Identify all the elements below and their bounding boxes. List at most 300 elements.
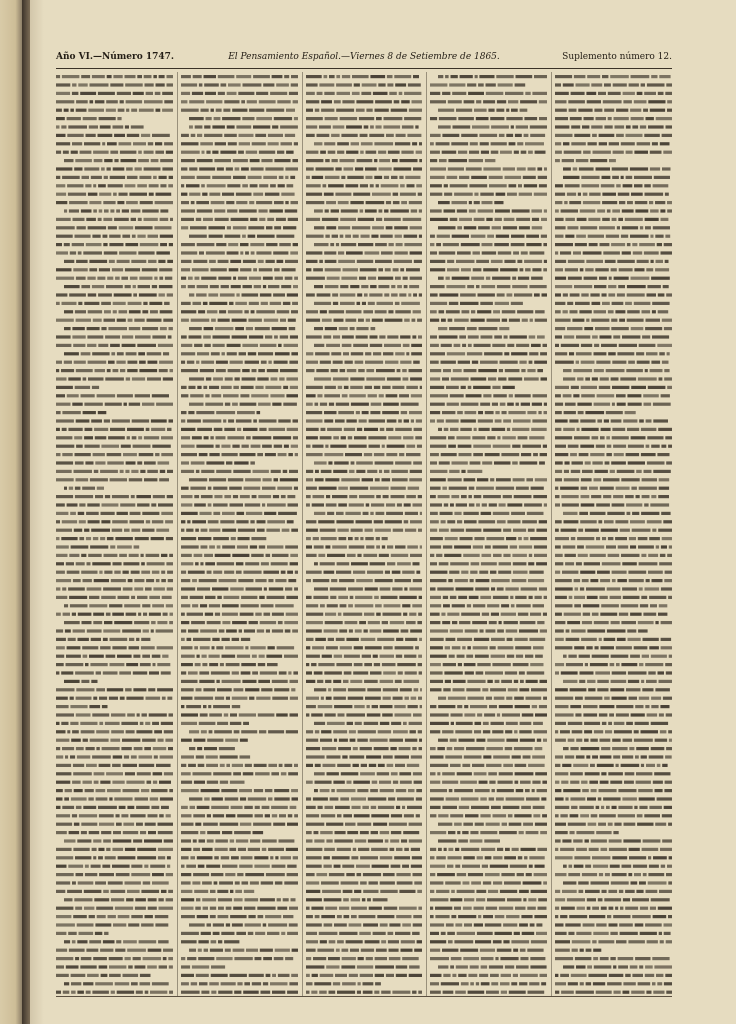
word-mark: [199, 251, 204, 254]
word-mark: [56, 478, 74, 481]
word-mark: [565, 461, 570, 464]
word-mark: [580, 520, 597, 523]
word-mark: [555, 453, 568, 456]
word-mark: [631, 327, 644, 330]
word-mark: [569, 352, 574, 355]
word-mark: [214, 554, 230, 557]
word-mark: [365, 151, 376, 154]
word-mark: [181, 83, 197, 86]
word-mark: [181, 890, 192, 893]
word-mark: [543, 613, 547, 616]
word-mark: [652, 142, 658, 145]
word-mark: [571, 470, 580, 473]
word-mark: [181, 806, 188, 809]
word-mark: [400, 184, 405, 187]
word-mark: [248, 621, 257, 624]
word-mark: [316, 873, 327, 876]
word-mark: [291, 974, 298, 977]
word-mark: [95, 932, 102, 935]
word-mark: [126, 898, 133, 901]
word-mark: [583, 193, 588, 196]
word-mark: [477, 478, 488, 481]
word-mark: [418, 655, 423, 658]
word-mark: [114, 571, 120, 574]
word-mark: [417, 890, 422, 893]
word-mark: [350, 797, 365, 800]
word-mark: [486, 697, 492, 700]
word-mark: [271, 865, 285, 868]
word-mark: [198, 940, 208, 943]
word-mark: [528, 369, 536, 372]
word-mark: [201, 151, 204, 154]
word-mark: [218, 277, 231, 280]
word-mark: [480, 361, 498, 364]
word-mark: [400, 403, 418, 406]
word-mark: [160, 470, 165, 473]
word-mark: [430, 579, 447, 582]
word-mark: [68, 932, 77, 935]
word-mark: [56, 386, 73, 389]
word-mark: [192, 92, 203, 95]
word-mark: [156, 193, 172, 196]
word-mark: [56, 587, 60, 590]
word-mark: [530, 537, 547, 540]
word-mark: [225, 873, 235, 876]
word-mark: [335, 403, 348, 406]
word-mark: [378, 554, 388, 557]
word-mark: [104, 621, 112, 624]
word-mark: [396, 915, 411, 918]
word-mark: [656, 545, 659, 548]
word-mark: [98, 293, 112, 296]
word-mark: [373, 823, 387, 826]
word-mark: [582, 470, 593, 473]
word-mark: [238, 151, 244, 154]
word-mark: [196, 361, 199, 364]
word-mark: [94, 772, 105, 775]
word-mark: [181, 319, 189, 322]
word-mark: [606, 411, 623, 414]
word-mark: [389, 92, 397, 95]
word-mark: [399, 193, 415, 196]
word-mark: [612, 302, 624, 305]
word-mark: [290, 898, 295, 901]
word-mark: [167, 83, 173, 86]
word-mark: [505, 730, 512, 733]
word-mark: [640, 226, 643, 229]
word-mark: [365, 697, 381, 700]
word-mark: [258, 713, 275, 716]
word-mark: [93, 621, 102, 624]
word-mark: [560, 730, 570, 733]
word-mark: [166, 562, 172, 565]
word-mark: [403, 235, 417, 238]
word-mark: [227, 369, 240, 372]
word-mark: [395, 461, 411, 464]
word-mark: [210, 436, 213, 439]
word-mark: [139, 764, 154, 767]
word-mark: [276, 218, 286, 221]
word-mark: [614, 117, 629, 120]
word-mark: [555, 856, 573, 859]
word-mark: [477, 890, 487, 893]
word-mark: [72, 335, 85, 338]
word-mark: [636, 352, 644, 355]
word-mark: [242, 344, 258, 347]
word-mark: [514, 932, 520, 935]
word-mark: [555, 739, 566, 742]
word-mark: [86, 134, 96, 137]
word-mark: [616, 109, 628, 112]
word-mark: [401, 151, 413, 154]
word-mark: [346, 251, 363, 254]
word-mark: [181, 646, 193, 649]
word-mark: [589, 487, 598, 490]
word-mark: [641, 730, 659, 733]
word-mark: [543, 739, 547, 742]
word-mark: [484, 755, 492, 758]
word-mark: [254, 789, 263, 792]
word-mark: [638, 545, 654, 548]
word-mark: [188, 335, 201, 338]
word-mark: [474, 428, 477, 431]
word-mark: [314, 461, 327, 464]
word-mark: [274, 789, 289, 792]
word-mark: [408, 974, 422, 977]
word-mark: [470, 705, 487, 708]
word-mark: [256, 92, 268, 95]
word-mark: [227, 209, 237, 212]
text-lines: [306, 72, 423, 996]
word-mark: [213, 377, 223, 380]
word-mark: [383, 125, 400, 128]
word-mark: [66, 965, 79, 968]
word-mark: [506, 587, 519, 590]
word-mark: [438, 125, 451, 128]
word-mark: [567, 302, 573, 305]
word-mark: [84, 436, 93, 439]
word-mark: [334, 705, 352, 708]
word-mark: [412, 503, 422, 506]
word-mark: [324, 251, 336, 254]
word-mark: [225, 663, 239, 666]
word-mark: [569, 109, 577, 112]
word-mark: [260, 949, 273, 952]
word-mark: [575, 302, 590, 305]
word-mark: [326, 277, 339, 280]
word-mark: [238, 92, 254, 95]
word-mark: [392, 386, 404, 389]
word-mark: [600, 436, 605, 439]
word-mark: [417, 621, 422, 624]
word-mark: [68, 125, 87, 128]
word-mark: [409, 226, 422, 229]
word-mark: [341, 277, 357, 280]
word-mark: [403, 722, 407, 725]
word-mark: [415, 814, 419, 817]
word-mark: [181, 75, 191, 78]
word-mark: [76, 873, 84, 876]
word-mark: [478, 419, 493, 422]
word-mark: [166, 537, 173, 540]
word-mark: [513, 571, 528, 574]
word-mark: [290, 201, 297, 204]
word-mark: [325, 159, 330, 162]
word-mark: [601, 529, 618, 532]
word-mark: [586, 646, 592, 649]
word-mark: [293, 436, 298, 439]
word-mark: [380, 596, 397, 599]
word-mark: [281, 285, 291, 288]
word-mark: [596, 445, 605, 448]
word-mark: [355, 596, 372, 599]
word-mark: [613, 755, 620, 758]
word-mark: [339, 932, 357, 935]
word-mark: [619, 268, 633, 271]
word-mark: [100, 537, 105, 540]
word-mark: [573, 167, 578, 170]
word-mark: [210, 285, 219, 288]
word-mark: [627, 512, 631, 515]
word-mark: [610, 865, 620, 868]
word-mark: [612, 806, 617, 809]
word-mark: [339, 293, 355, 296]
word-mark: [648, 554, 658, 557]
word-mark: [145, 991, 149, 994]
word-mark: [83, 806, 96, 809]
word-mark: [277, 184, 284, 187]
word-mark: [357, 554, 361, 557]
word-mark: [528, 167, 536, 170]
word-mark: [346, 713, 365, 716]
word-mark: [181, 789, 199, 792]
word-mark: [430, 873, 435, 876]
word-mark: [339, 235, 343, 238]
word-mark: [496, 797, 504, 800]
word-mark: [347, 176, 363, 179]
word-mark: [202, 663, 207, 666]
word-mark: [314, 327, 323, 330]
word-mark: [271, 806, 288, 809]
word-mark: [268, 428, 285, 431]
word-mark: [319, 83, 334, 86]
word-mark: [194, 344, 202, 347]
word-mark: [364, 251, 379, 254]
word-mark: [575, 856, 591, 859]
word-mark: [577, 545, 584, 548]
word-mark: [289, 982, 297, 985]
word-mark: [349, 755, 364, 758]
word-mark: [313, 671, 322, 674]
word-mark: [651, 260, 654, 263]
word-mark: [659, 562, 672, 565]
word-mark: [196, 201, 209, 204]
word-mark: [139, 109, 154, 112]
word-mark: [501, 957, 519, 960]
word-mark: [331, 134, 340, 137]
word-mark: [218, 940, 222, 943]
word-mark: [265, 335, 272, 338]
word-mark: [292, 100, 297, 103]
word-mark: [567, 327, 583, 330]
word-mark: [430, 755, 444, 758]
word-mark: [336, 562, 349, 565]
word-mark: [240, 243, 249, 246]
word-mark: [661, 646, 672, 649]
word-mark: [659, 713, 664, 716]
word-mark: [634, 100, 647, 103]
word-mark: [115, 277, 120, 280]
word-mark: [280, 319, 286, 322]
word-mark: [169, 965, 173, 968]
word-mark: [232, 109, 247, 112]
word-mark: [562, 890, 577, 893]
word-mark: [262, 839, 277, 842]
word-mark: [169, 327, 173, 330]
word-mark: [631, 75, 650, 78]
word-mark: [521, 848, 536, 851]
word-mark: [388, 436, 401, 439]
word-mark: [306, 352, 313, 355]
word-mark: [496, 487, 514, 490]
word-mark: [181, 453, 197, 456]
word-mark: [343, 613, 362, 616]
word-mark: [81, 730, 95, 733]
word-mark: [127, 176, 138, 179]
word-mark: [317, 394, 322, 397]
word-mark: [181, 629, 186, 632]
word-mark: [56, 428, 60, 431]
word-mark: [621, 764, 640, 767]
word-mark: [417, 319, 423, 322]
word-mark: [135, 226, 153, 229]
word-mark: [222, 193, 234, 196]
word-mark: [409, 285, 419, 288]
word-mark: [64, 982, 69, 985]
word-mark: [140, 722, 144, 725]
word-mark: [105, 377, 124, 380]
word-mark: [511, 243, 525, 246]
word-mark: [165, 520, 173, 523]
word-mark: [181, 713, 198, 716]
word-mark: [629, 537, 636, 540]
word-mark: [597, 680, 609, 683]
word-mark: [285, 613, 297, 616]
word-mark: [336, 83, 352, 86]
word-mark: [385, 361, 398, 364]
word-mark: [666, 747, 672, 750]
word-mark: [278, 419, 290, 422]
word-mark: [555, 537, 569, 540]
word-mark: [477, 310, 491, 313]
word-mark: [495, 302, 509, 305]
word-mark: [156, 109, 161, 112]
word-mark: [570, 688, 587, 691]
word-mark: [364, 209, 376, 212]
word-mark: [583, 705, 598, 708]
word-mark: [337, 764, 350, 767]
word-mark: [464, 856, 475, 859]
word-mark: [80, 722, 97, 725]
word-mark: [243, 260, 256, 263]
word-mark: [474, 453, 484, 456]
word-mark: [260, 881, 272, 884]
word-mark: [583, 923, 595, 926]
word-mark: [374, 974, 383, 977]
word-mark: [476, 487, 494, 490]
word-mark: [56, 193, 66, 196]
word-mark: [56, 167, 72, 170]
word-mark: [166, 873, 173, 876]
word-mark: [641, 596, 647, 599]
word-mark: [597, 764, 614, 767]
column-3: [302, 72, 423, 996]
word-mark: [390, 814, 401, 817]
word-mark: [379, 705, 392, 708]
word-mark: [485, 671, 503, 674]
word-mark: [642, 310, 651, 313]
word-mark: [82, 487, 95, 490]
word-mark: [126, 167, 133, 170]
word-mark: [412, 310, 420, 313]
word-mark: [584, 277, 598, 280]
word-mark: [306, 655, 320, 658]
word-mark: [56, 453, 61, 456]
word-mark: [555, 571, 560, 574]
word-mark: [478, 83, 484, 86]
word-mark: [563, 142, 569, 145]
word-mark: [260, 293, 272, 296]
word-mark: [620, 377, 636, 380]
word-mark: [375, 125, 381, 128]
word-mark: [496, 411, 500, 414]
word-mark: [211, 394, 221, 397]
word-mark: [631, 386, 646, 389]
word-mark: [555, 226, 566, 229]
word-mark: [152, 571, 160, 574]
word-mark: [570, 117, 582, 120]
word-mark: [379, 789, 393, 792]
word-mark: [464, 663, 476, 666]
word-mark: [209, 982, 219, 985]
word-mark: [106, 285, 123, 288]
word-mark: [555, 730, 558, 733]
word-mark: [511, 235, 525, 238]
word-mark: [117, 991, 134, 994]
word-mark: [226, 167, 233, 170]
word-mark: [215, 839, 228, 842]
word-mark: [181, 571, 186, 574]
word-mark: [252, 831, 263, 834]
word-mark: [611, 319, 617, 322]
word-mark: [645, 705, 649, 708]
word-mark: [214, 428, 223, 431]
word-mark: [385, 201, 390, 204]
word-mark: [233, 277, 236, 280]
word-mark: [635, 755, 639, 758]
word-mark: [626, 151, 633, 154]
word-mark: [208, 487, 212, 490]
word-mark: [459, 974, 467, 977]
word-mark: [659, 352, 665, 355]
word-mark: [140, 982, 151, 985]
word-mark: [561, 344, 579, 347]
word-mark: [80, 965, 96, 968]
word-mark: [571, 92, 585, 95]
word-mark: [113, 125, 124, 128]
word-mark: [410, 697, 416, 700]
word-mark: [306, 890, 320, 893]
